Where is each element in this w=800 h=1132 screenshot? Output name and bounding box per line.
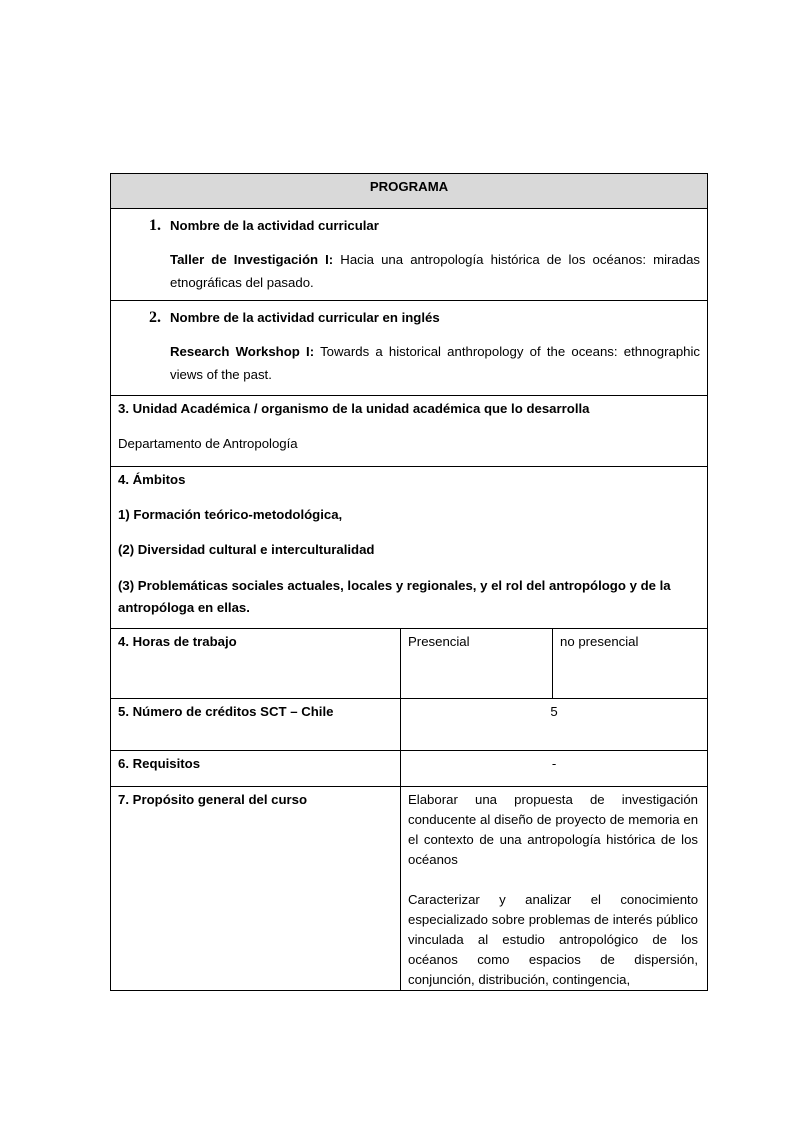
purpose-paragraph: Caracterizar y analizar el conocimiento especializado sobre problemas de interés público vinculada al estudio antropológico de los océanos como espacios de dispersión, conjunción, distribución, contingencia, xyxy=(408,892,699,987)
english-name-prefix: Research Workshop I: xyxy=(170,344,315,359)
section-3-row xyxy=(111,396,708,467)
hours-presencial: Presencial xyxy=(408,634,470,649)
section-4-heading: 4. Ámbitos xyxy=(118,472,186,487)
requisites-label: 6. Requisitos xyxy=(118,756,201,771)
section-2-value xyxy=(118,340,700,386)
credits-value: 5 xyxy=(550,704,558,719)
purpose-row xyxy=(111,787,708,991)
section-2-heading: Nombre de la actividad curricular en inglés xyxy=(170,310,440,325)
hours-label: 4. Horas de trabajo xyxy=(118,634,237,649)
english-name-text: Towards a historical anthropology of the oceans: ethnographic views of the past. xyxy=(170,344,701,382)
section-2-number: 2. xyxy=(149,309,161,326)
program-table xyxy=(110,173,708,991)
section-2-row xyxy=(111,301,708,396)
section-1-number: 1. xyxy=(149,217,161,234)
credits-label: 5. Número de créditos SCT – Chile xyxy=(118,704,334,719)
section-4-row xyxy=(111,467,708,629)
requisites-value: - xyxy=(551,756,557,771)
program-title: PROGRAMA xyxy=(111,174,708,209)
scope-item: (3) Problemáticas sociales actuales, locales y regionales, y el rol del antropólogo y de la antropóloga en ellas. xyxy=(118,578,671,615)
section-1-heading: Nombre de la actividad curricular xyxy=(170,218,379,233)
title-row xyxy=(111,174,708,209)
section-3-value: Departamento de Antropología xyxy=(118,436,298,451)
scope-item: (2) Diversidad cultural e interculturalidad xyxy=(118,542,375,557)
purpose-paragraph: Elaborar una propuesta de investigación conducente al diseño de proyecto de memoria en el contexto de una antropología histórica de los océanos xyxy=(408,792,699,867)
section-3-heading: 3. Unidad Académica / organismo de la unidad académica que lo desarrolla xyxy=(118,401,590,416)
section-1-row xyxy=(111,209,708,301)
credits-row xyxy=(111,699,708,751)
section-1-value xyxy=(118,248,700,294)
scope-item: 1) Formación teórico-metodológica, xyxy=(118,507,343,522)
purpose-label: 7. Propósito general del curso xyxy=(118,792,308,807)
activity-name-prefix: Taller de Investigación I: xyxy=(170,252,334,267)
hours-row xyxy=(111,629,708,699)
requisites-row xyxy=(111,751,708,787)
hours-no-presencial: no presencial xyxy=(560,634,639,649)
activity-name-text: Hacia una antropología histórica de los océanos: miradas etnográficas del pasado. xyxy=(170,252,701,290)
